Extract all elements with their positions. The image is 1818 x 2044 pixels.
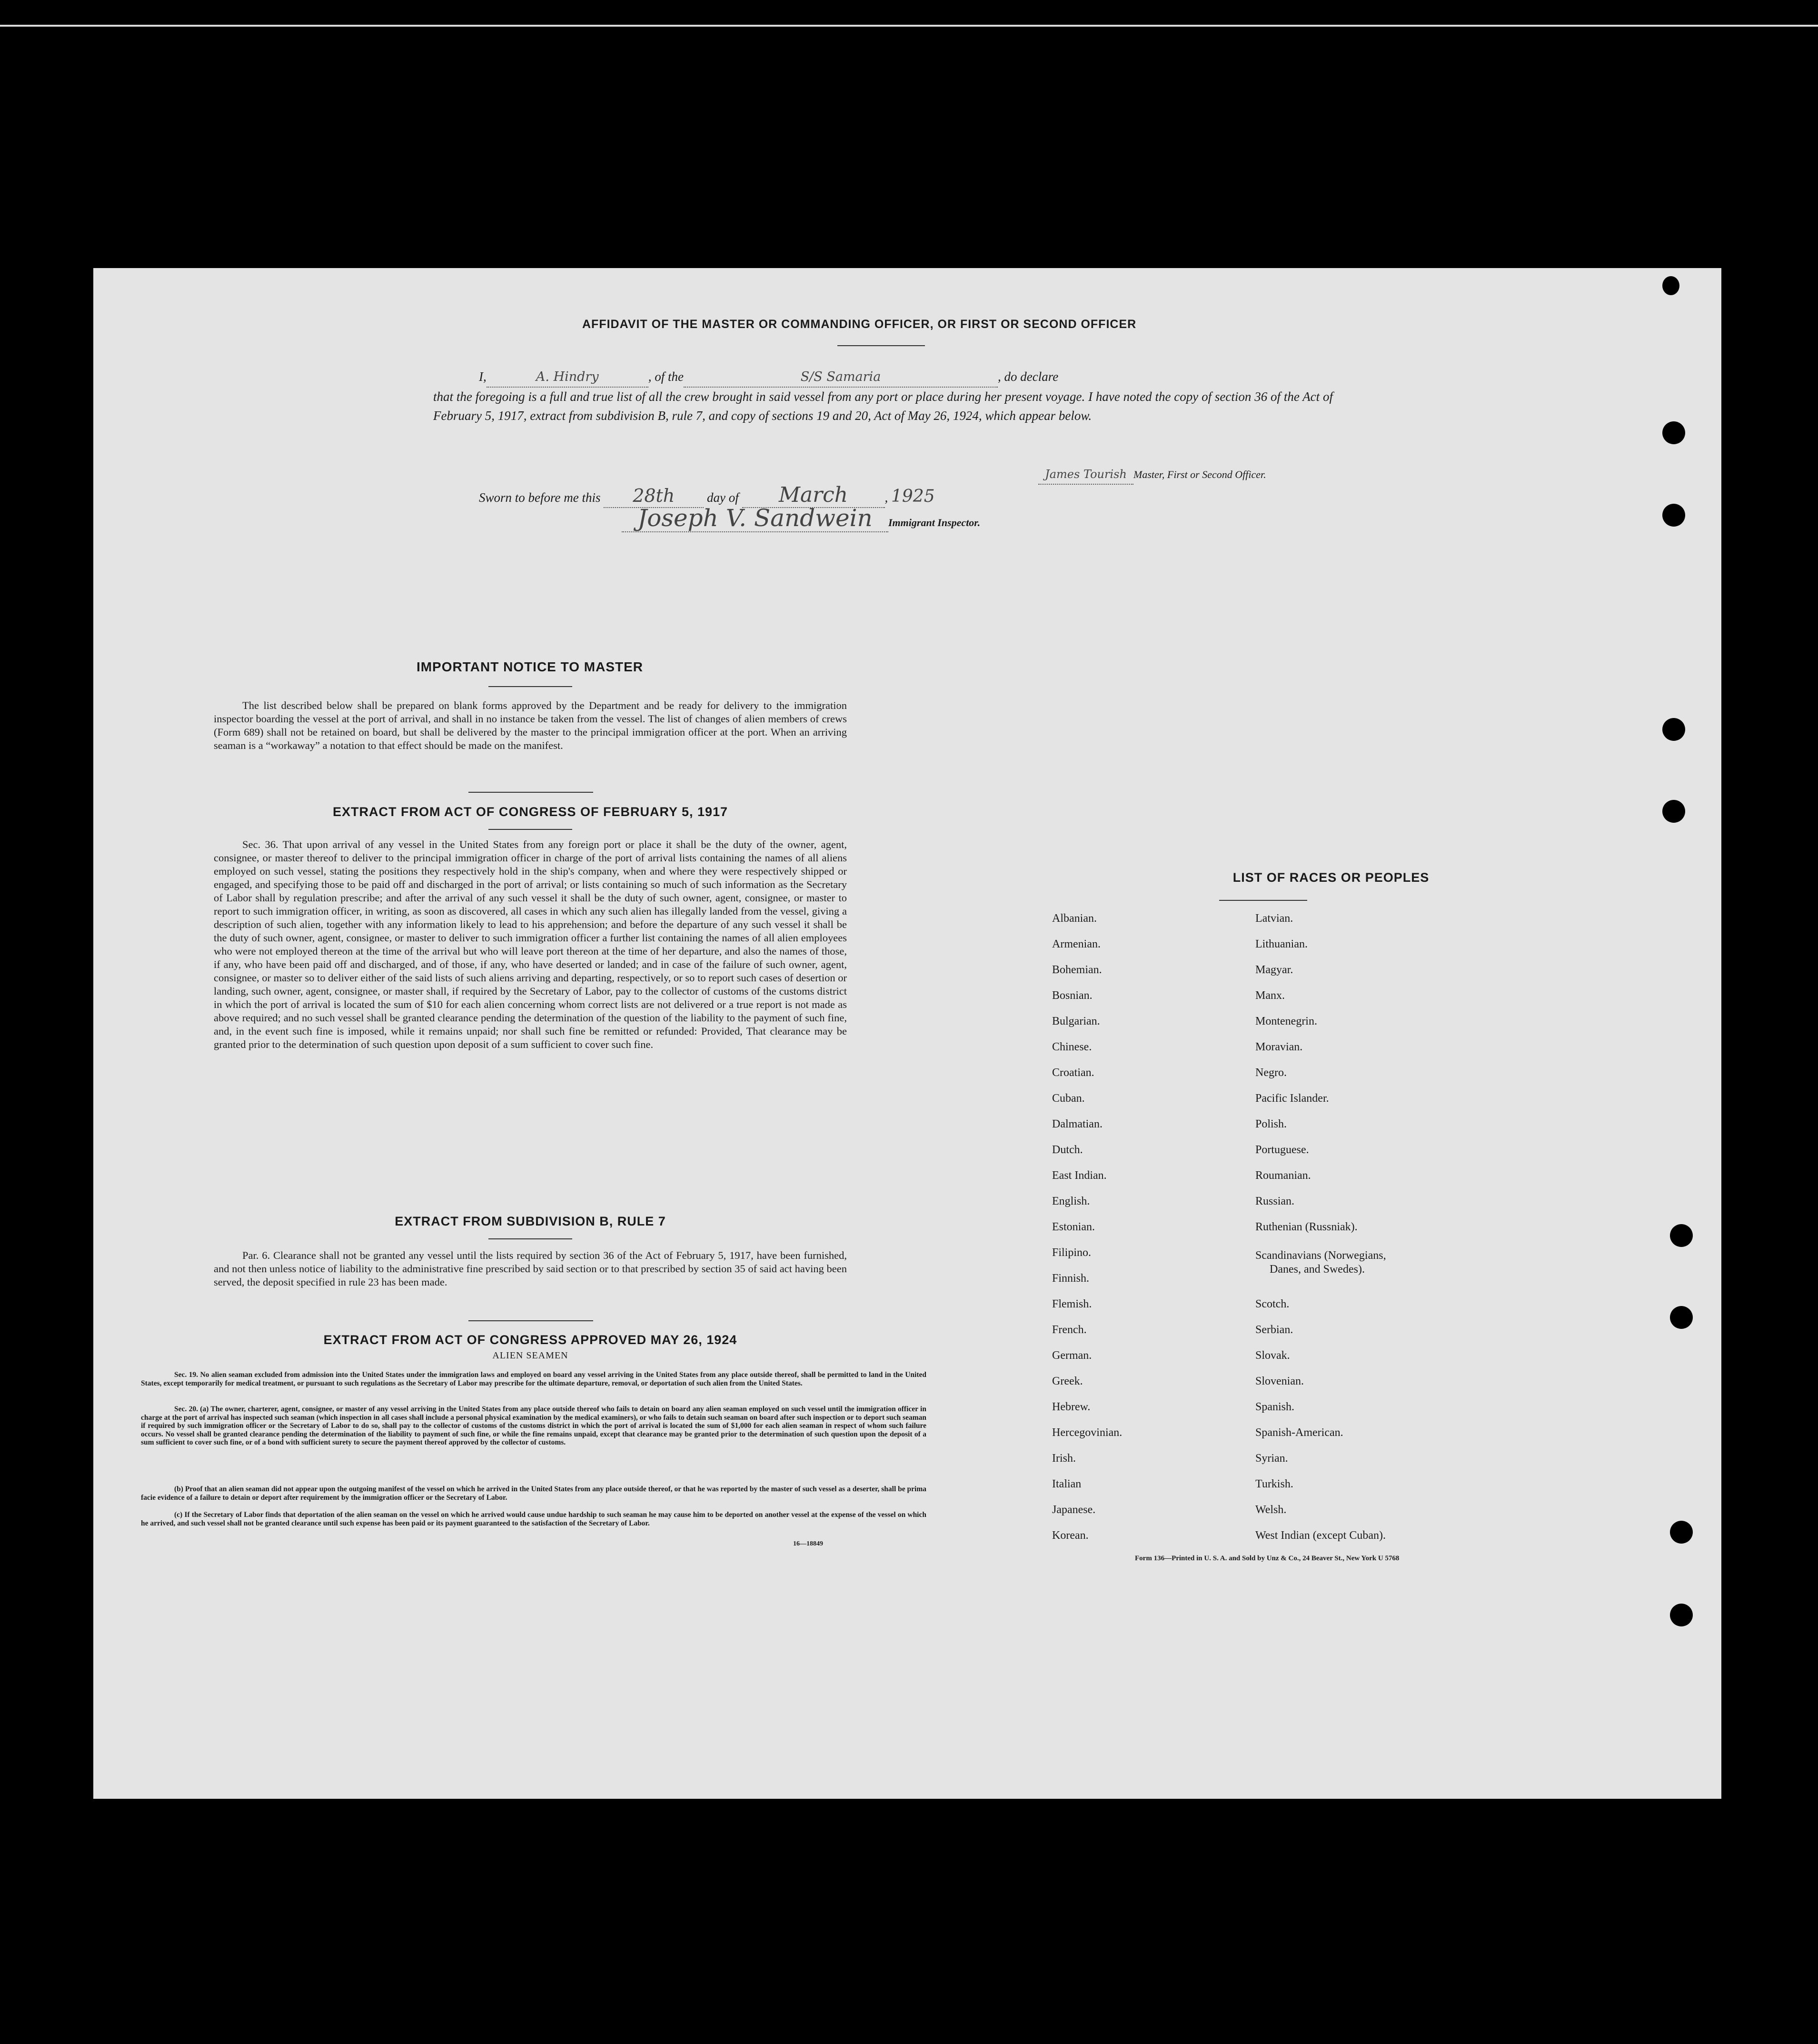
- sworn-day: 28th: [633, 485, 675, 506]
- inspector-title: Immigrant Inspector.: [888, 517, 981, 528]
- race-item: Negro.: [1255, 1067, 1287, 1079]
- race-item: Roumanian.: [1255, 1169, 1311, 1182]
- race-item: Bohemian.: [1052, 964, 1102, 976]
- race-item: Armenian.: [1052, 938, 1101, 950]
- race-item: Syrian.: [1255, 1452, 1288, 1465]
- sworn-year: 1925: [891, 487, 935, 506]
- race-item: Filipino.: [1052, 1246, 1092, 1259]
- races-title-divider: [1219, 900, 1307, 901]
- race-item: Moravian.: [1255, 1041, 1303, 1053]
- declare-suffix: , do declare: [998, 369, 1059, 384]
- race-item: Portuguese.: [1255, 1144, 1309, 1156]
- officer-signature: James Tourish: [1045, 468, 1127, 481]
- race-item: Finnish.: [1052, 1272, 1090, 1285]
- race-item: Albanian.: [1052, 912, 1097, 925]
- punch-hole: [1670, 1224, 1693, 1247]
- race-item: Polish.: [1255, 1118, 1287, 1130]
- race-item: Russian.: [1255, 1195, 1295, 1207]
- extract-1917-title: EXTRACT FROM ACT OF CONGRESS OF FEBRUARY 5, 1917: [332, 805, 728, 819]
- race-item: Slovak.: [1255, 1349, 1290, 1362]
- race-item: Scandinavians (Norwegians,: [1255, 1249, 1386, 1262]
- race-item: Magyar.: [1255, 964, 1293, 976]
- race-item: Turkish.: [1255, 1478, 1293, 1490]
- race-item: Chinese.: [1052, 1041, 1092, 1053]
- punch-hole: [1670, 1306, 1693, 1329]
- extract-1917-divider: [488, 829, 572, 830]
- races-title: LIST OF RACES OR PEOPLES: [1232, 870, 1430, 885]
- race-item: Lithuanian.: [1255, 938, 1308, 950]
- sworn-month: March: [778, 483, 848, 507]
- inspector-signature: Joseph V. Sandwein: [637, 504, 873, 532]
- punch-hole: [1670, 1604, 1693, 1626]
- extract-1924-sec20c: (c) If the Secretary of Labor finds that deportation of the alien seaman on the vessel on which he arrived would cause undue hardship to such seaman he may cause him to be deported on another vessel at the expense of the vessel on which he arrived, and such vessel shall not be granted clearance until such expense has been paid or its payment guaranteed to the satisfaction of the Secretary of Labor.: [141, 1511, 926, 1527]
- race-item: Spanish-American.: [1255, 1426, 1343, 1439]
- punch-hole: [1662, 800, 1685, 823]
- race-item: Hebrew.: [1052, 1401, 1091, 1413]
- sworn-prefix: Sworn to before me this: [479, 490, 601, 505]
- declaration-line: [479, 367, 1426, 388]
- officer-title: Master, First or Second Officer.: [1133, 469, 1266, 480]
- extract-1924-subtitle: ALIEN SEAMEN: [492, 1350, 568, 1361]
- race-item: Danes, and Swedes).: [1270, 1263, 1365, 1276]
- punch-hole: [1662, 421, 1685, 444]
- punch-hole: [1662, 718, 1685, 741]
- race-item: German.: [1052, 1349, 1092, 1362]
- declare-prefix: I,: [479, 369, 487, 384]
- notice-title-divider: [488, 686, 572, 687]
- title-divider: [837, 345, 925, 346]
- sworn-day-of: day of: [707, 490, 739, 505]
- extract-1924-sec20b: (b) Proof that an alien seaman did not appear upon the outgoing manifest of the vessel on which he arrived in the United States from any place outside thereof, or that he was reported by the master of such vessel as a deserter, shall be prima facie evidence of a failure to detain or deport after requirement by the immigration officer or the Secretary of Labor.: [141, 1485, 926, 1502]
- race-item: Dalmatian.: [1052, 1118, 1103, 1130]
- race-item: Korean.: [1052, 1529, 1089, 1542]
- punch-hole: [1662, 504, 1685, 527]
- race-item: Manx.: [1255, 989, 1285, 1002]
- race-item: Serbian.: [1255, 1324, 1293, 1336]
- race-item: Montenegrin.: [1255, 1015, 1317, 1027]
- notice-title: IMPORTANT NOTICE TO MASTER: [416, 659, 644, 674]
- notice-text: The list described below shall be prepared on blank forms approved by the Department and be ready for delivery to the immigration inspector boarding the vessel at the port of arrival, and shall in no instance be taken from the vessel. The list of changes of alien members of crews (Form 689) shall not be retained on board, but shall be delivered by the master to the principal immigration officer at the port. When an arriving seaman is a “workaway” a notation to that effect should be made on the manifest.: [214, 699, 847, 751]
- race-item: Bulgarian.: [1052, 1015, 1100, 1027]
- race-item: West Indian (except Cuban).: [1255, 1529, 1386, 1542]
- section-divider: [468, 1320, 593, 1321]
- race-item: Greek.: [1052, 1375, 1083, 1387]
- race-item: Flemish.: [1052, 1298, 1092, 1310]
- race-item: Slovenian.: [1255, 1375, 1304, 1387]
- race-item: Irish.: [1052, 1452, 1076, 1465]
- race-item: French.: [1052, 1324, 1087, 1336]
- race-item: Bosnian.: [1052, 989, 1093, 1002]
- extract-1924-title: EXTRACT FROM ACT OF CONGRESS APPROVED MAY 26, 1924: [323, 1333, 737, 1347]
- extract-1924-sec20a: Sec. 20. (a) The owner, charterer, agent, consignee, or master of any vessel arriving in the United States from any place outside thereof who fails to detain on board any alien seaman employed on such vessel until the immigration officer in charge at the port of arrival has inspected such seaman (which inspection in all cases shall include a personal physical examination by the medical examiners), or who fails to detain such seaman on board after such inspection or to deport such seaman if required by such immigration officer or the Secretary of Labor to do so, shall pay to the collector of customs of the customs district in which the port of arrival is located the sum of $1,000 for each alien seaman in respect of whom such failure occurs. No vessel shall be granted clearance pending the determination of the liability to payment of such fine, or while the fine remains unpaid, except that clearance may be granted prior to the determination of such question upon the deposit of a sum sufficient to cover such fine, or of a bond with sufficient surety to secure the payment thereof approved by the collector of customs.: [141, 1405, 926, 1446]
- race-item: Estonian.: [1052, 1221, 1095, 1233]
- race-item: Dutch.: [1052, 1144, 1083, 1156]
- sworn-line: Sworn to before me this 28th day of March , 1925: [479, 483, 935, 507]
- scan-top-border: [0, 25, 1818, 27]
- officer-signature-field: [1038, 464, 1133, 485]
- declare-mid: , of the: [648, 369, 684, 384]
- document-page: [93, 268, 1721, 1799]
- race-item: Japanese.: [1052, 1504, 1096, 1516]
- printer-footer: Form 136—Printed in U. S. A. and Sold by Unz & Co., 24 Beaver St., New York U 5768: [1135, 1555, 1400, 1562]
- vessel-name: S/S Samaria: [800, 369, 881, 384]
- extract-1917-text: Sec. 36. That upon arrival of any vessel in the United States from any foreign port or place it shall be the duty of the owner, agent, consignee, or master thereof to deliver to the principal immigration officer in charge of the port of arrival lists containing the names of all aliens employed on such vessel, stating the positions they respectively hold in the ship's company, when and where they were respectively shipped or engaged, and specifying those to be paid off and discharged in the port of arrival; or lists containing so much of such information as the Secretary of Labor shall by regulation prescribe; and after the arrival of any such vessel it shall be the duty of such owner, agent, consignee, or master to report to such immigration officer, in writing, as soon as discovered, all cases in which any such alien has illegally landed from the vessel, giving a description of such alien, together with any information likely to lead to his apprehension; and before the departure of any such vessel it shall be the duty of such owner, agent, consignee, or master to deliver to such immigration officer a further list containing the names of all alien employees who were not employed thereon at the time of the arrival but who will leave port thereon at the time of her departure, and also the names of those, if any, who have been paid off and discharged, and of those, if any, who have deserted or landed; and in case of the failure of such owner, agent, consignee, or master so to deliver either of the said lists of such aliens arriving and departing, respectively, or so to report such cases of desertion or landing, such owner, agent, consignee, or master shall, if required by the Secretary of Labor, pay to the collector of customs of the customs district in which the port of arrival is located the sum of $10 for each alien concerning whom correct lists are not delivered or a true report is not made as above required; and no such vessel shall be granted clearance pending the determination of the question of the liability to the payment of such fine, and, in the event such fine is imposed, while it remains unpaid; nor shall such fine be remitted or refunded: Provided, That clearance may be granted prior to the determination of such question upon deposit of a sum sufficient to cover such fine.: [214, 838, 847, 1050]
- punch-hole: [1662, 276, 1679, 295]
- inspector-signature-block: [622, 504, 981, 532]
- affidavit-title: AFFIDAVIT OF THE MASTER OR COMMANDING OFFICER, OR FIRST OR SECOND OFFICER: [582, 318, 1137, 331]
- rule7-text: Par. 6. Clearance shall not be granted any vessel until the lists required by section 36 of the Act of February 5, 1917, have been furnished, and not then unless notice of liability to the administrative fine prescribed by said section or to that prescribed by section 35 of said act having been served, the deposit specified in rule 23 has been made.: [214, 1249, 847, 1288]
- race-item: Pacific Islander.: [1255, 1092, 1329, 1105]
- race-item: Italian: [1052, 1478, 1082, 1490]
- race-item: Cuban.: [1052, 1092, 1085, 1105]
- race-item: Welsh.: [1255, 1504, 1287, 1516]
- rule7-title: EXTRACT FROM SUBDIVISION B, RULE 7: [395, 1214, 666, 1228]
- master-name: A. Hindry: [536, 369, 599, 384]
- race-item: Croatian.: [1052, 1067, 1094, 1079]
- punch-hole: [1670, 1521, 1693, 1544]
- vessel-name-field: [684, 367, 998, 388]
- race-item: East Indian.: [1052, 1169, 1107, 1182]
- race-item: Latvian.: [1255, 912, 1293, 925]
- officer-signature-block: [1038, 464, 1266, 485]
- master-name-field: [487, 367, 648, 388]
- race-item: Spanish.: [1255, 1401, 1295, 1413]
- rule7-divider: [488, 1238, 572, 1239]
- race-item: Ruthenian (Russniak).: [1255, 1221, 1358, 1233]
- race-item: English.: [1052, 1195, 1090, 1207]
- declaration-body: that the foregoing is a full and true list of all the crew brought in said vessel from any port or place during her present voyage. I have noted the copy of section 36 of the Act of February 5, 1917, extract from subdivision B, rule 7, and copy of sections 19 and 20, Act of May 26, 1924, which appear below.: [433, 389, 1333, 423]
- section-divider: [468, 792, 593, 793]
- extract-1924-sec19: Sec. 19. No alien seaman excluded from admission into the United States under the immigration laws and employed on board any vessel arriving in the United States from any place outside thereof, shall be permitted to land in the United States, except temporarily for medical treatment, or pursuant to such regulations as the Secretary of Labor may prescribe for the ultimate departure, removal, or deportation of such alien from the United States.: [141, 1371, 926, 1387]
- race-item: Scotch.: [1255, 1298, 1290, 1310]
- inspector-signature-field: [622, 504, 888, 532]
- form-number: 16—18849: [793, 1540, 823, 1547]
- race-item: Hercegovinian.: [1052, 1426, 1123, 1439]
